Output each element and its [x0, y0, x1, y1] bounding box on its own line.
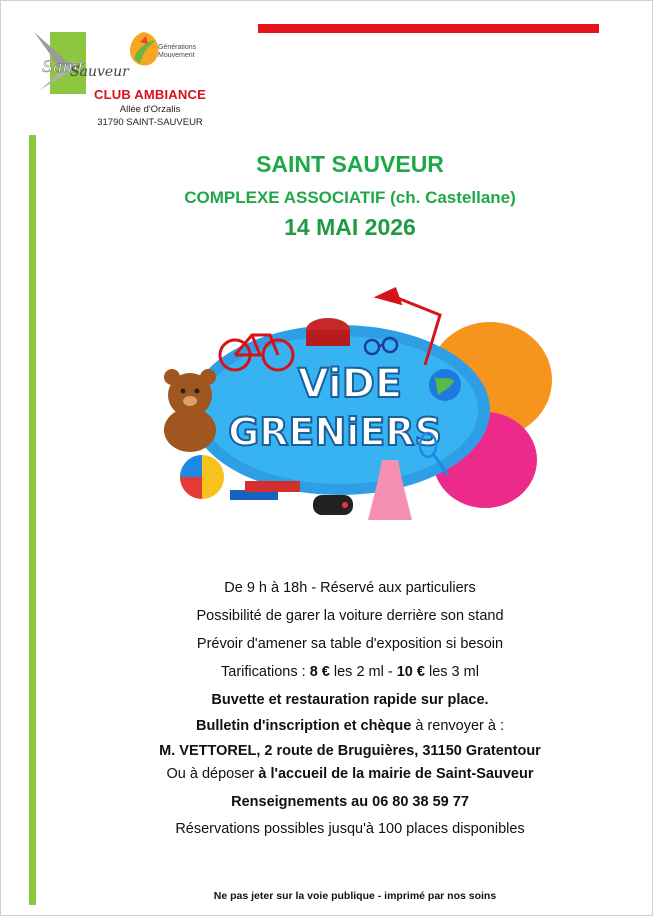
price-1: 8 €	[309, 664, 330, 680]
info-pricing	[100, 664, 600, 680]
bulletin-bold: Bulletin d'inscription et chèque	[195, 718, 412, 734]
red-accent-bar	[258, 24, 599, 33]
info-bulletin	[100, 718, 600, 734]
illus-word1: ViDE	[297, 361, 403, 407]
books-icon	[230, 481, 300, 500]
game-controller-icon	[313, 495, 353, 515]
info-deposit	[100, 766, 600, 782]
club-address-line2: 31790 SAINT-SAUVEUR	[97, 117, 203, 128]
pricing-label: Tarifications :	[221, 664, 310, 680]
info-contact: Renseignements au 06 80 38 59 77	[231, 794, 469, 810]
svg-text:Saint: Saint	[42, 57, 85, 76]
club-block	[80, 87, 220, 128]
vide-greniers-illustration	[150, 285, 560, 535]
info-parking: Possibilité de garer la voiture derrière son stand	[196, 608, 504, 624]
globe-icon	[429, 369, 461, 401]
beach-ball-icon	[180, 455, 224, 499]
deposit-pre: Ou à déposer	[166, 766, 259, 782]
info-buvette: Buvette et restauration rapide sur place.	[211, 692, 489, 708]
green-accent-bar	[29, 135, 36, 905]
cooking-pot-icon	[306, 318, 350, 346]
gen-line1: Générations	[158, 44, 197, 51]
title-venue: COMPLEXE ASSOCIATIF (ch. Castellane)	[184, 188, 516, 207]
price-1-unit: les 2 ml -	[329, 664, 397, 680]
svg-text:Sauveur: Sauveur	[70, 64, 129, 80]
info-table: Prévoir d'amener sa table d'exposition si besoin	[196, 636, 504, 652]
generations-mouvement-text	[158, 44, 208, 60]
info-hours: De 9 h à 18h - Réservé aux particuliers	[224, 580, 476, 596]
info-reservations: Réservations possibles jusqu'à 100 places disponibles	[175, 821, 525, 837]
title-date: 14 MAI 2026	[284, 214, 416, 240]
bulletin-rest: à renvoyer à :	[411, 718, 504, 734]
club-name: CLUB AMBIANCE	[94, 87, 206, 102]
deposit-bold: à l'accueil de la mairie de Saint-Sauveur	[258, 766, 534, 782]
price-2-unit: les 3 ml	[424, 664, 479, 680]
title-city: SAINT SAUVEUR	[256, 151, 444, 177]
gen-line2: Mouvement	[158, 52, 195, 59]
footer-note: Ne pas jeter sur la voie publique - imprimé par nos soins	[213, 890, 497, 902]
info-address: M. VETTOREL, 2 route de Bruguières, 31150 Gratentour	[159, 743, 541, 759]
price-2: 10 €	[396, 664, 425, 680]
illus-word2: GRENiERS	[228, 410, 442, 454]
club-address-line1: Allée d'Orzalis	[119, 104, 181, 115]
